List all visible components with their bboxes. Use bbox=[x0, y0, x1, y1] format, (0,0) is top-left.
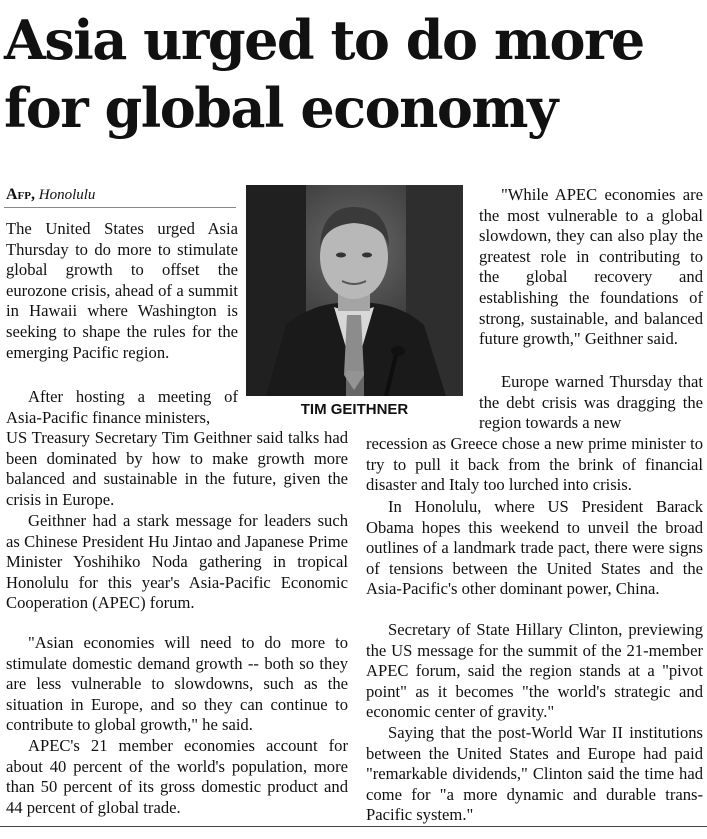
headline-line-2: for global economy bbox=[4, 76, 557, 140]
article-paragraph-7: recession as Greece chose a new prime minister to try to pull it back from the brink of financial disaster and Italy too lurched into crisis. bbox=[366, 434, 703, 495]
photo-caption: TIM GEITHNER bbox=[300, 401, 409, 418]
bottom-divider bbox=[0, 826, 707, 827]
article-paragraph-2-start: After hosting a meeting of Asia-Pacific finance ministers, bbox=[6, 387, 238, 427]
article-paragraph-3: Geithner had a stark message for leaders such as Chinese President Hu Jintao and Japanese Prime Minister Yoshihiko Noda gathering in tropical Honolulu for this year's Asia-Pacific Economic Cooperation (APEC) forum. bbox=[6, 511, 348, 613]
article-paragraph-7-start: Europe warned Thursday that the debt crisis was dragging the region towards a new bbox=[479, 372, 703, 433]
article-paragraph-10: Saying that the post-World War II institutions between the United States and Europe had paid "remarkable dividends," Clinton said the time had come for "a more dynamic and durable trans-Pacific system." bbox=[366, 723, 703, 825]
article-paragraph-2: US Treasury Secretary Tim Geithner said talks had been dominated by how to make growth more balanced and sustainable in the future, given the crisis in Europe. bbox=[6, 428, 348, 509]
byline bbox=[6, 185, 95, 205]
article-paragraph-4: "Asian economies will need to do more to stimulate domestic demand growth -- both so they are less vulnerable to slowdowns, such as the situation in Europe, and so they can continue to contribute to global growth," he said. bbox=[6, 633, 348, 735]
headline bbox=[4, 6, 704, 142]
article-paragraph-8: In Honolulu, where US President Barack Obama hopes this weekend to unveil the broad outlines of a landmark trade pact, there were signs of tensions between the United States and the Asia-Pacific's other dominant power, China. bbox=[366, 497, 703, 599]
article-paragraph-9: Secretary of State Hillary Clinton, previewing the US message for the summit of the 21-member APEC forum, said the region stands at a "pivot point" as it becomes "the world's strategic and economic center of gravity." bbox=[366, 620, 703, 722]
byline-agency: Afp, bbox=[6, 186, 35, 203]
article-paragraph-6: "While APEC economies are the most vulnerable to a global slowdown, they can also play the greatest role in contributing to the global recovery and establishing the foundations of strong, sustainable, and balanced future growth," Geithner said. bbox=[479, 185, 703, 349]
headline-line-1: Asia urged to do more bbox=[4, 8, 644, 72]
byline-divider bbox=[4, 207, 236, 208]
article-paragraph-1: The United States urged Asia Thursday to do more to stimulate global growth to offset the eurozone crisis, ahead of a summit in Hawaii where Washington is seeking to shape the rules for the emerging Pacific region. bbox=[6, 219, 238, 362]
article-paragraph-5: APEC's 21 member economies account for about 40 percent of the world's population, more than 50 percent of its gross domestic product and 44 percent of global trade. bbox=[6, 736, 348, 817]
geithner-photo bbox=[246, 185, 463, 396]
byline-place: Honolulu bbox=[38, 187, 96, 203]
